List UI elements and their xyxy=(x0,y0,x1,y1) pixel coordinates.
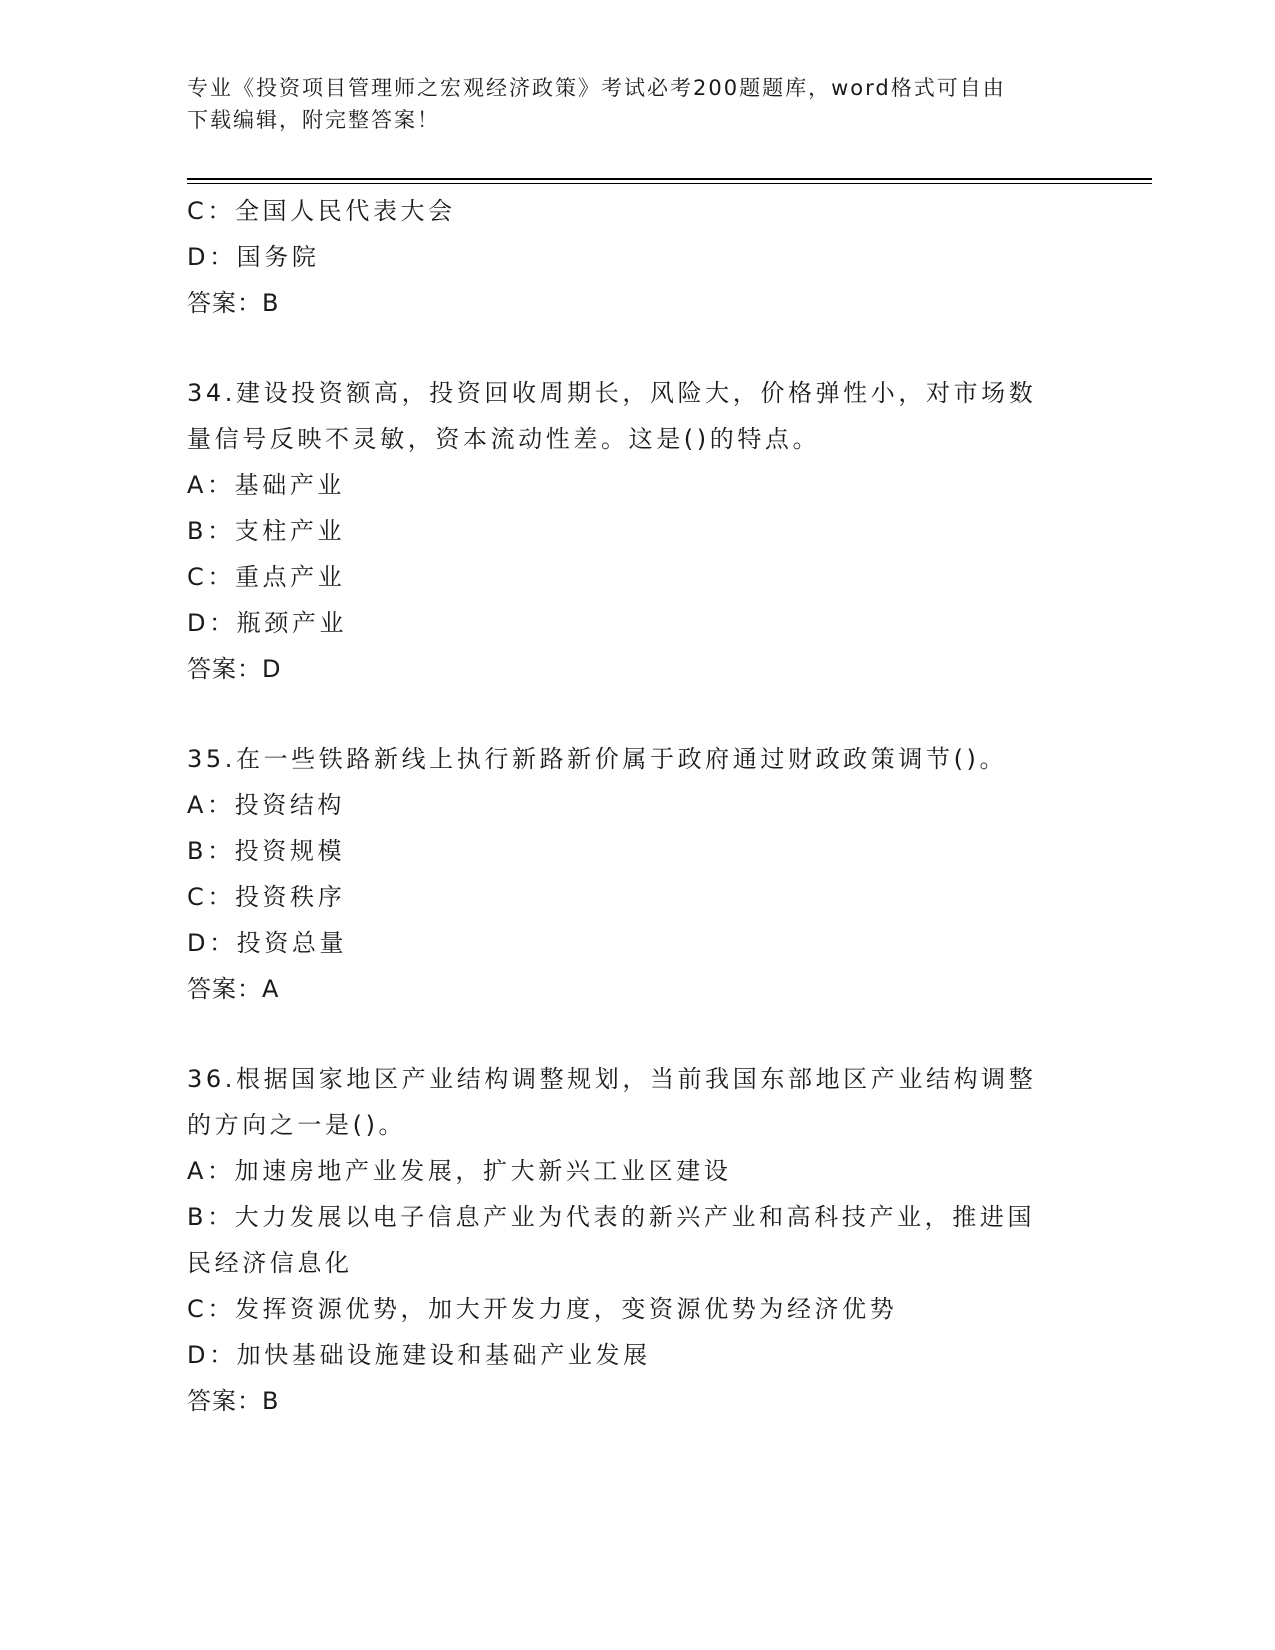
question-text: 34.建设投资额高，投资回收周期长，风险大，价格弹性小，对市场数 xyxy=(187,379,1037,407)
question-list xyxy=(187,188,1087,1424)
spacer xyxy=(187,692,1087,736)
question-block-33 xyxy=(187,188,1087,326)
option-a: A：基础产业 xyxy=(187,471,346,499)
header-divider-thick xyxy=(187,178,1152,180)
answer-line: 答案：B xyxy=(187,1387,280,1415)
option-a: A：加速房地产业发展，扩大新兴工业区建设 xyxy=(187,1157,732,1185)
question-text: 36.根据国家地区产业结构调整规划，当前我国东部地区产业结构调整 xyxy=(187,1065,1037,1093)
option-b: B：支柱产业 xyxy=(187,517,346,545)
spacer xyxy=(187,326,1087,370)
question-text: 量信号反映不灵敏，资本流动性差。这是()的特点。 xyxy=(187,425,821,453)
question-block-36 xyxy=(187,1056,1087,1424)
option-b: B：大力发展以电子信息产业为代表的新兴产业和高科技产业，推进国 xyxy=(187,1203,1036,1231)
option-c: C：重点产业 xyxy=(187,563,346,591)
page-header xyxy=(187,72,1067,136)
question-block-35 xyxy=(187,736,1087,1012)
option-d: D：瓶颈产业 xyxy=(187,609,348,637)
option-a: A：投资结构 xyxy=(187,791,346,819)
header-divider-thin xyxy=(187,183,1152,184)
spacer xyxy=(187,1012,1087,1056)
option-d: D：加快基础设施建设和基础产业发展 xyxy=(187,1341,651,1369)
question-block-34 xyxy=(187,370,1087,692)
answer-line: 答案：B xyxy=(187,289,280,317)
answer-line: 答案：A xyxy=(187,975,280,1003)
header-line-2: 下载编辑，附完整答案！ xyxy=(187,108,440,132)
answer-line: 答案：D xyxy=(187,655,282,683)
option-c: C：投资秩序 xyxy=(187,883,346,911)
question-text: 35.在一些铁路新线上执行新路新价属于政府通过财政政策调节()。 xyxy=(187,745,1008,773)
option-d: D：投资总量 xyxy=(187,929,348,957)
option-c: C：发挥资源优势，加大开发力度，变资源优势为经济优势 xyxy=(187,1295,898,1323)
option-b-continued: 民经济信息化 xyxy=(187,1249,353,1277)
option-c: C：全国人民代表大会 xyxy=(187,197,456,225)
header-line-1: 专业《投资项目管理师之宏观经济政策》考试必考200题题库，word格式可自由 xyxy=(187,76,1006,100)
option-d: D：国务院 xyxy=(187,243,320,271)
question-text: 的方向之一是()。 xyxy=(187,1111,407,1139)
option-b: B：投资规模 xyxy=(187,837,346,865)
